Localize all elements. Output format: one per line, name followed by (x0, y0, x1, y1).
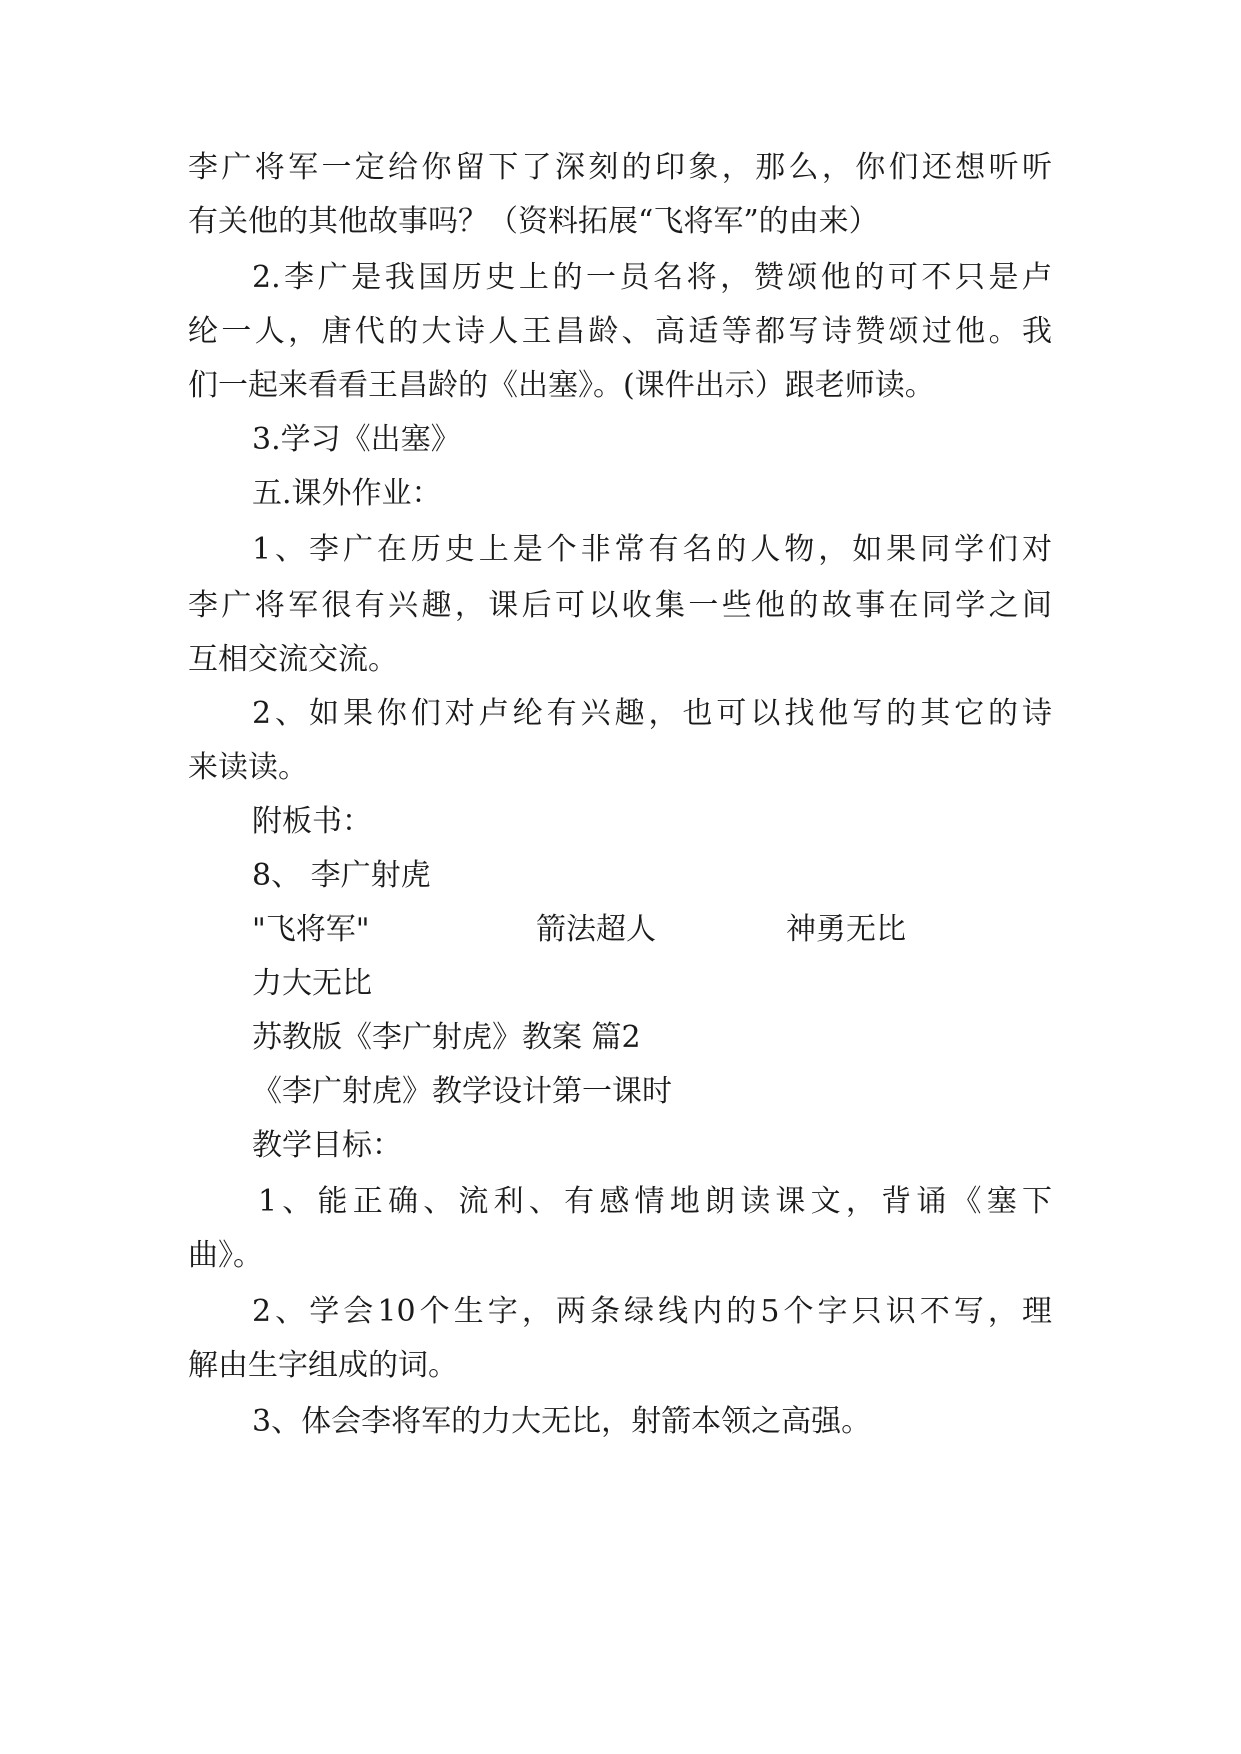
paragraph-line: 2、如果你们对卢纶有兴趣，也可以找他写的其它的诗 (252, 696, 1052, 731)
paragraph-line: 有关他的其他故事吗？（资料拓展“飞将军”的由来） (188, 204, 879, 239)
paragraph-line: 1、李广在历史上是个非常有名的人物，如果同学们对 (252, 532, 1052, 567)
section-heading: 教学目标： (252, 1128, 402, 1163)
board-title: 8、 李广射虎 (252, 858, 431, 893)
section-heading: 五.课外作业： (252, 476, 442, 511)
paragraph-line: 李广将军很有兴趣，课后可以收集一些他的故事在同学之间 (188, 588, 1052, 623)
paragraph-line: 们一起来看看王昌龄的《出塞》。(课件出示）跟老师读。 (188, 368, 935, 403)
paragraph-line: 3.学习《出塞》 (252, 422, 461, 457)
board-item: "飞将军" (252, 912, 370, 947)
paragraph-line: 互相交流交流。 (188, 642, 398, 677)
paragraph-line: 解由生字组成的词。 (188, 1348, 458, 1383)
board-item: 箭法超人 (536, 912, 656, 947)
article-title: 苏教版《李广射虎》教案 篇2 (252, 1020, 641, 1055)
board-item: 力大无比 (252, 966, 372, 1001)
paragraph-line: 1、能正确、流利、有感情地朗读课文，背诵《塞下 (258, 1184, 1052, 1219)
paragraph-line: 纶一人，唐代的大诗人王昌龄、高适等都写诗赞颂过他。我 (188, 314, 1052, 349)
paragraph-line: 来读读。 (188, 750, 308, 785)
board-heading: 附板书： (252, 804, 372, 839)
board-item: 神勇无比 (786, 912, 906, 947)
paragraph-line: 2.李广是我国历史上的一员名将，赞颂他的可不只是卢 (252, 260, 1052, 295)
paragraph-line: 李广将军一定给你留下了深刻的印象，那么，你们还想听听 (188, 150, 1052, 185)
paragraph-line: 3、体会李将军的力大无比，射箭本领之高强。 (252, 1404, 872, 1439)
lesson-title: 《李广射虎》教学设计第一课时 (252, 1074, 672, 1109)
paragraph-line: 2、学会10个生字，两条绿线内的5个字只识不写，理 (252, 1294, 1052, 1329)
paragraph-line: 曲》。 (188, 1238, 263, 1273)
